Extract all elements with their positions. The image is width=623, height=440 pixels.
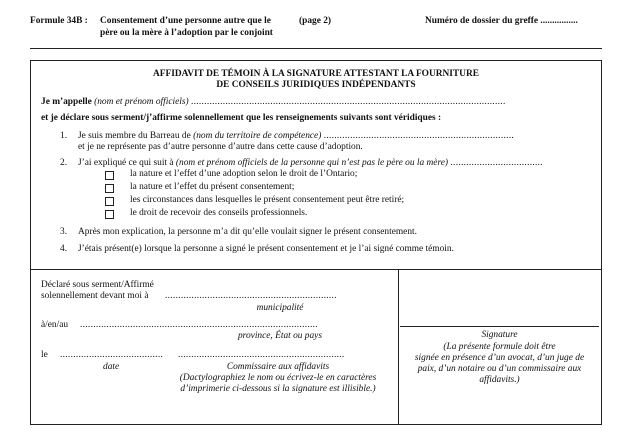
frame-right bbox=[601, 60, 602, 424]
commissioner-caption: Commissaire aux affidavits bbox=[226, 362, 330, 372]
item-1-number: 1. bbox=[60, 131, 68, 141]
item-4-number: 4. bbox=[60, 244, 68, 254]
name-label: Je m’appelle bbox=[41, 97, 92, 107]
province-field[interactable]: .......................................................................................... bbox=[80, 320, 318, 330]
checkbox-professional-advice[interactable] bbox=[105, 210, 114, 219]
form-label: Formule 34B : bbox=[30, 16, 88, 26]
checkbox-withdrawal[interactable] bbox=[105, 197, 114, 206]
item-1-jurisdiction-field[interactable]: ........................................................................ bbox=[323, 131, 515, 141]
le-label: le bbox=[41, 350, 48, 360]
commissioner-field[interactable]: ............................................................... bbox=[178, 350, 345, 360]
header-divider bbox=[30, 48, 602, 49]
date-caption: date bbox=[103, 362, 120, 372]
item-2-hint: (nom et prénom officiels de la personne qui n’est pas le père ou la mère) bbox=[175, 158, 449, 168]
form-title-line-2: père ou la mère à l’adoption par le conjoint bbox=[100, 28, 273, 38]
name-line bbox=[41, 97, 506, 108]
check-label-3: les circonstances dans lesquelles le présent consentement peut être retiré; bbox=[130, 195, 405, 205]
check-label-2: la nature et l’effet du présent consentement; bbox=[130, 182, 295, 192]
frame-top bbox=[30, 60, 602, 61]
sworn-label-1: Déclaré sous serment/Affirmé bbox=[41, 280, 154, 290]
check-label-1: la nature et l’effet d’une adoption selon le droit de l’Ontario; bbox=[130, 169, 358, 179]
item-4-text: J’étais présent(e) lorsque la personne a signé le présent consentement et je l’ai signé comme témoin. bbox=[78, 244, 454, 254]
signature-note-1: (La présente formule doit être bbox=[443, 342, 556, 352]
item-1-text: Je suis membre du Barreau de bbox=[78, 131, 191, 141]
item-2-text: J’ai expliqué ce qui suit à bbox=[78, 158, 174, 168]
oath-intro: et je déclare sous serment/j’affirme solennellement que les renseignements suivants sont véridiques : bbox=[41, 113, 442, 123]
signature-line[interactable] bbox=[400, 326, 599, 327]
name-field[interactable]: ....................................................................................................................... bbox=[190, 97, 506, 107]
item-1-hint: (nom du territoire de compétence) bbox=[193, 131, 322, 141]
affidavit-title-line-2: DE CONSEILS JURIDIQUES INDÉPENDANTS bbox=[216, 80, 416, 90]
signature-note-2: signée en présence d’un avocat, d’un juge de bbox=[414, 353, 585, 363]
page-number: (page 2) bbox=[299, 16, 332, 26]
court-file-number[interactable]: Numéro de dossier du greffe ................ bbox=[425, 16, 578, 26]
signature-caption: Signature bbox=[481, 330, 518, 340]
affidavit-title-line-1: AFFIDAVIT DE TÉMOIN À LA SIGNATURE ATTESTANT LA FOURNITURE bbox=[153, 69, 479, 79]
province-caption: province, État ou pays bbox=[237, 331, 322, 341]
aen-label: à/en/au bbox=[41, 320, 69, 330]
name-hint: (nom et prénom officiels) bbox=[94, 97, 189, 107]
commissioner-note-2: d’imprimerie ci-dessous si la signature est illisible.) bbox=[180, 384, 376, 394]
item-3-number: 3. bbox=[60, 227, 68, 237]
frame-left bbox=[30, 60, 31, 424]
checkbox-consent-effect[interactable] bbox=[105, 184, 114, 193]
signature-column-divider bbox=[398, 269, 399, 424]
date-field[interactable]: ....................................... bbox=[60, 350, 164, 360]
signature-section-divider bbox=[30, 269, 602, 270]
item-2-line-1 bbox=[78, 158, 543, 169]
item-1-line-2: et je ne représente pas d’autre personne d’autre dans cette cause d’adoption. bbox=[78, 142, 363, 152]
municipality-caption: municipalité bbox=[256, 303, 304, 313]
signature-note-3: paix, d’un notaire ou d’un commissaire aux bbox=[417, 364, 582, 374]
commissioner-note-1: (Dactylographiez le nom ou écrivez-le en caractères bbox=[179, 373, 377, 383]
item-2-number: 2. bbox=[60, 158, 68, 168]
signature-note-4: affidavits.) bbox=[479, 375, 520, 385]
item-1-line-1 bbox=[78, 131, 514, 142]
sworn-label-2: solennellement devant moi à bbox=[41, 291, 149, 301]
frame-bottom bbox=[30, 424, 602, 425]
item-3-text: Après mon explication, la personne m’a dit qu’elle voulait signer le présent consentement. bbox=[78, 227, 417, 237]
item-2-person-field[interactable]: ................................... bbox=[450, 158, 543, 168]
check-label-4: le droit de recevoir des conseils professionnels. bbox=[130, 208, 308, 218]
checkbox-adoption-effect[interactable] bbox=[105, 171, 114, 180]
municipality-field[interactable]: ................................................................. bbox=[165, 291, 337, 301]
form-title-line-1: Consentement d’une personne autre que le bbox=[100, 16, 271, 26]
